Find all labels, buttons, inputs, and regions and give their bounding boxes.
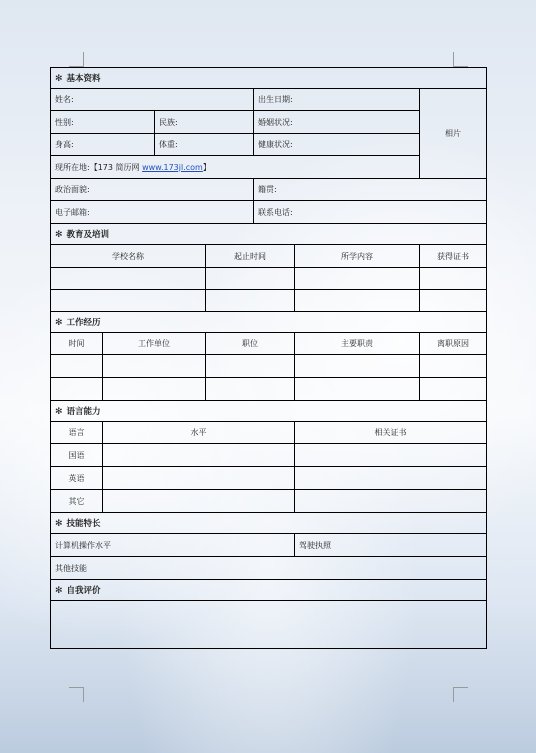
work-cell[interactable] xyxy=(51,355,103,378)
edu-cell[interactable] xyxy=(295,290,420,312)
lang-cell[interactable] xyxy=(295,444,487,467)
edu-cell[interactable] xyxy=(206,268,295,290)
star-icon: ✻ xyxy=(55,318,63,328)
birth-field[interactable]: 出生日期: xyxy=(254,89,420,111)
weight-field[interactable]: 体重: xyxy=(155,134,254,156)
edu-cell[interactable] xyxy=(206,290,295,312)
star-icon: ✻ xyxy=(55,407,63,417)
name-field[interactable]: 姓名: xyxy=(51,89,254,111)
crop-mark-top-left xyxy=(69,52,84,67)
star-icon: ✻ xyxy=(55,586,63,596)
origin-field[interactable]: 籍贯: xyxy=(254,179,487,201)
section-education-title: 教育及培训 xyxy=(66,230,110,240)
edu-header-content: 所学内容 xyxy=(295,245,420,268)
section-skills-title: 技能特长 xyxy=(66,519,101,529)
phone-field[interactable]: 联系电话: xyxy=(254,201,487,224)
section-basic-header xyxy=(51,68,487,89)
email-field[interactable]: 电子邮箱: xyxy=(51,201,254,224)
location-suffix: 】 xyxy=(202,162,211,172)
work-cell[interactable] xyxy=(51,378,103,401)
lang-cell[interactable] xyxy=(295,490,487,513)
section-work-title: 工作经历 xyxy=(66,318,101,328)
lang-row-label: 英语 xyxy=(51,467,103,490)
computer-skill-field[interactable]: 计算机操作水平 xyxy=(51,534,295,557)
work-header-company: 工作单位 xyxy=(103,333,206,355)
lang-row-label: 国语 xyxy=(51,444,103,467)
license-field[interactable]: 驾驶执照 xyxy=(295,534,487,557)
work-cell[interactable] xyxy=(295,355,420,378)
edu-header-certificate: 获得证书 xyxy=(420,245,487,268)
crop-mark-bottom-left xyxy=(69,687,84,702)
work-cell[interactable] xyxy=(206,355,295,378)
self-evaluation-field[interactable] xyxy=(51,601,487,649)
lang-cell[interactable] xyxy=(295,467,487,490)
work-header-position: 职位 xyxy=(206,333,295,355)
work-header-duties: 主要职责 xyxy=(295,333,420,355)
section-language-header xyxy=(51,401,487,422)
location-field[interactable] xyxy=(51,156,420,179)
edu-cell[interactable] xyxy=(420,268,487,290)
crop-mark-bottom-right xyxy=(453,687,468,702)
health-field[interactable]: 健康状况: xyxy=(254,134,420,156)
work-cell[interactable] xyxy=(103,355,206,378)
other-skills-field[interactable]: 其他技能 xyxy=(51,557,487,580)
marital-field[interactable]: 婚姻状况: xyxy=(254,111,420,134)
section-work-header xyxy=(51,312,487,333)
section-self-header xyxy=(51,580,487,601)
star-icon: ✻ xyxy=(55,519,63,529)
resume-table xyxy=(50,67,487,649)
edu-cell[interactable] xyxy=(295,268,420,290)
section-self-title: 自我评价 xyxy=(66,586,101,596)
work-header-time: 时间 xyxy=(51,333,103,355)
lang-cell[interactable] xyxy=(103,444,295,467)
work-header-reason: 离职原因 xyxy=(420,333,487,355)
location-label: 现所在地:【173 简历网 xyxy=(55,162,143,172)
star-icon: ✻ xyxy=(55,230,63,240)
height-field[interactable]: 身高: xyxy=(51,134,155,156)
work-cell[interactable] xyxy=(206,378,295,401)
location-link[interactable]: www.173jl.com xyxy=(142,162,203,172)
star-icon: ✻ xyxy=(55,74,63,84)
political-field[interactable]: 政治面貌: xyxy=(51,179,254,201)
work-cell[interactable] xyxy=(103,378,206,401)
edu-header-period: 起止时间 xyxy=(206,245,295,268)
lang-row-label: 其它 xyxy=(51,490,103,513)
ethnicity-field[interactable]: 民族: xyxy=(155,111,254,134)
crop-mark-top-right xyxy=(453,52,468,67)
edu-cell[interactable] xyxy=(51,268,206,290)
section-skills-header xyxy=(51,513,487,534)
edu-cell[interactable] xyxy=(420,290,487,312)
lang-cell[interactable] xyxy=(103,467,295,490)
work-cell[interactable] xyxy=(420,355,487,378)
section-basic-title: 基本资料 xyxy=(66,74,101,84)
photo-cell[interactable]: 相片 xyxy=(420,89,487,179)
edu-header-school: 学校名称 xyxy=(51,245,206,268)
lang-cell[interactable] xyxy=(103,490,295,513)
work-cell[interactable] xyxy=(420,378,487,401)
work-cell[interactable] xyxy=(295,378,420,401)
section-language-title: 语言能力 xyxy=(66,407,101,417)
edu-cell[interactable] xyxy=(51,290,206,312)
gender-field[interactable]: 性别: xyxy=(51,111,155,134)
section-education-header xyxy=(51,224,487,245)
lang-header-level: 水平 xyxy=(103,422,295,444)
lang-header-language: 语言 xyxy=(51,422,103,444)
lang-header-certificate: 相关证书 xyxy=(295,422,487,444)
